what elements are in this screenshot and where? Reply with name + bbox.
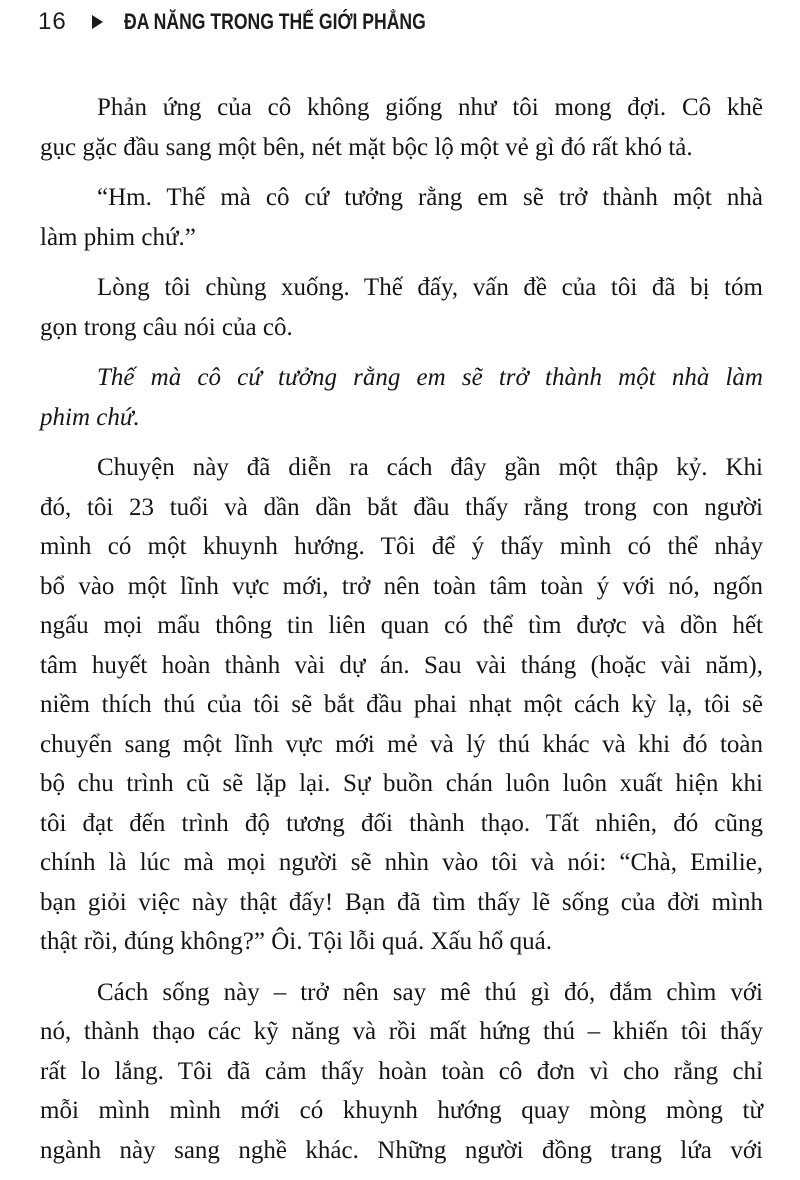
text-line: “Hm. Thế mà cô cứ tưởng rằng em sẽ trở thành một nhà bbox=[97, 184, 763, 211]
text-line: gọn trong câu nói của cô. bbox=[40, 313, 293, 341]
text-line: chuyển sang một lĩnh vực mới mẻ và lý thú khác và khi đó toàn bbox=[40, 730, 763, 758]
text-line: phim chứ. bbox=[40, 403, 140, 431]
text-line: Thế mà cô cứ tưởng rằng em sẽ trở thành một nhà làm bbox=[97, 364, 763, 391]
text-line: ngành này sang nghề khác. Những người đồng trang lứa với bbox=[40, 1136, 763, 1164]
paragraph-italic bbox=[40, 358, 763, 437]
right-triangle-icon bbox=[92, 15, 103, 29]
paragraph bbox=[40, 268, 763, 347]
text-line: Phản ứng của cô không giống như tôi mong đợi. Cô khẽ bbox=[97, 94, 763, 121]
paragraph bbox=[40, 448, 763, 962]
text-line: bổ vào một lĩnh vực mới, trở nên toàn tâm toàn ý với nó, ngốn bbox=[40, 572, 763, 600]
text-line: mỗi mình mình mới có khuynh hướng quay mòng mòng từ bbox=[40, 1097, 763, 1124]
text-line: bạn giỏi việc này thật đấy! Bạn đã tìm thấy lẽ sống của đời mình bbox=[40, 888, 763, 916]
text-line: mình có một khuynh hướng. Tôi để ý thấy mình có thể nhảy bbox=[40, 533, 763, 560]
text-line: rất lo lắng. Tôi đã cảm thấy hoàn toàn cô đơn vì cho rằng chỉ bbox=[40, 1057, 763, 1085]
text-line: bộ chu trình cũ sẽ lặp lại. Sự buồn chán luôn luôn xuất hiện khi bbox=[40, 770, 763, 797]
text-line: làm phim chứ.” bbox=[40, 223, 196, 251]
text-line: ngấu mọi mẩu thông tin liên quan có thể tìm được và dồn hết bbox=[40, 612, 763, 639]
text-line: Cách sống này – trở nên say mê thú gì đó, đắm chìm với bbox=[97, 978, 763, 1006]
text-line: tôi đạt đến trình độ tương đối thành thạo. Tất nhiên, đó cũng bbox=[40, 809, 763, 837]
paragraph bbox=[40, 178, 763, 257]
page-number: 16 bbox=[38, 8, 67, 35]
text-line: Lòng tôi chùng xuống. Thế đấy, vấn đề của tôi đã bị tóm bbox=[97, 274, 763, 301]
text-line: niềm thích thú của tôi sẽ bắt đầu phai nhạt một cách kỳ lạ, tôi sẽ bbox=[40, 691, 763, 718]
text-line: nó, thành thạo các kỹ năng và rồi mất hứng thú – khiến tôi thấy bbox=[40, 1018, 763, 1045]
page-body bbox=[40, 88, 763, 1180]
text-line: gục gặc đầu sang một bên, nét mặt bộc lộ một vẻ gì đó rất khó tả. bbox=[40, 133, 693, 161]
text-line: thật rồi, đúng không?” Ôi. Tội lỗi quá. Xấu hổ quá. bbox=[40, 928, 552, 955]
chapter-title: ĐA NĂNG TRONG THẾ GIỚI PHẲNG bbox=[123, 9, 426, 34]
page-header bbox=[38, 8, 501, 36]
text-line: đó, tôi 23 tuổi và dần dần bắt đầu thấy rằng trong con người bbox=[40, 493, 763, 521]
text-line: tâm huyết hoàn thành vài dự án. Sau vài tháng (hoặc vài năm), bbox=[40, 651, 763, 679]
paragraph bbox=[40, 973, 763, 1171]
paragraph bbox=[40, 88, 763, 167]
text-line: Chuyện này đã diễn ra cách đây gần một thập kỷ. Khi bbox=[97, 454, 763, 481]
text-line: chính là lúc mà mọi người sẽ nhìn vào tôi và nói: “Chà, Emilie, bbox=[40, 849, 763, 876]
